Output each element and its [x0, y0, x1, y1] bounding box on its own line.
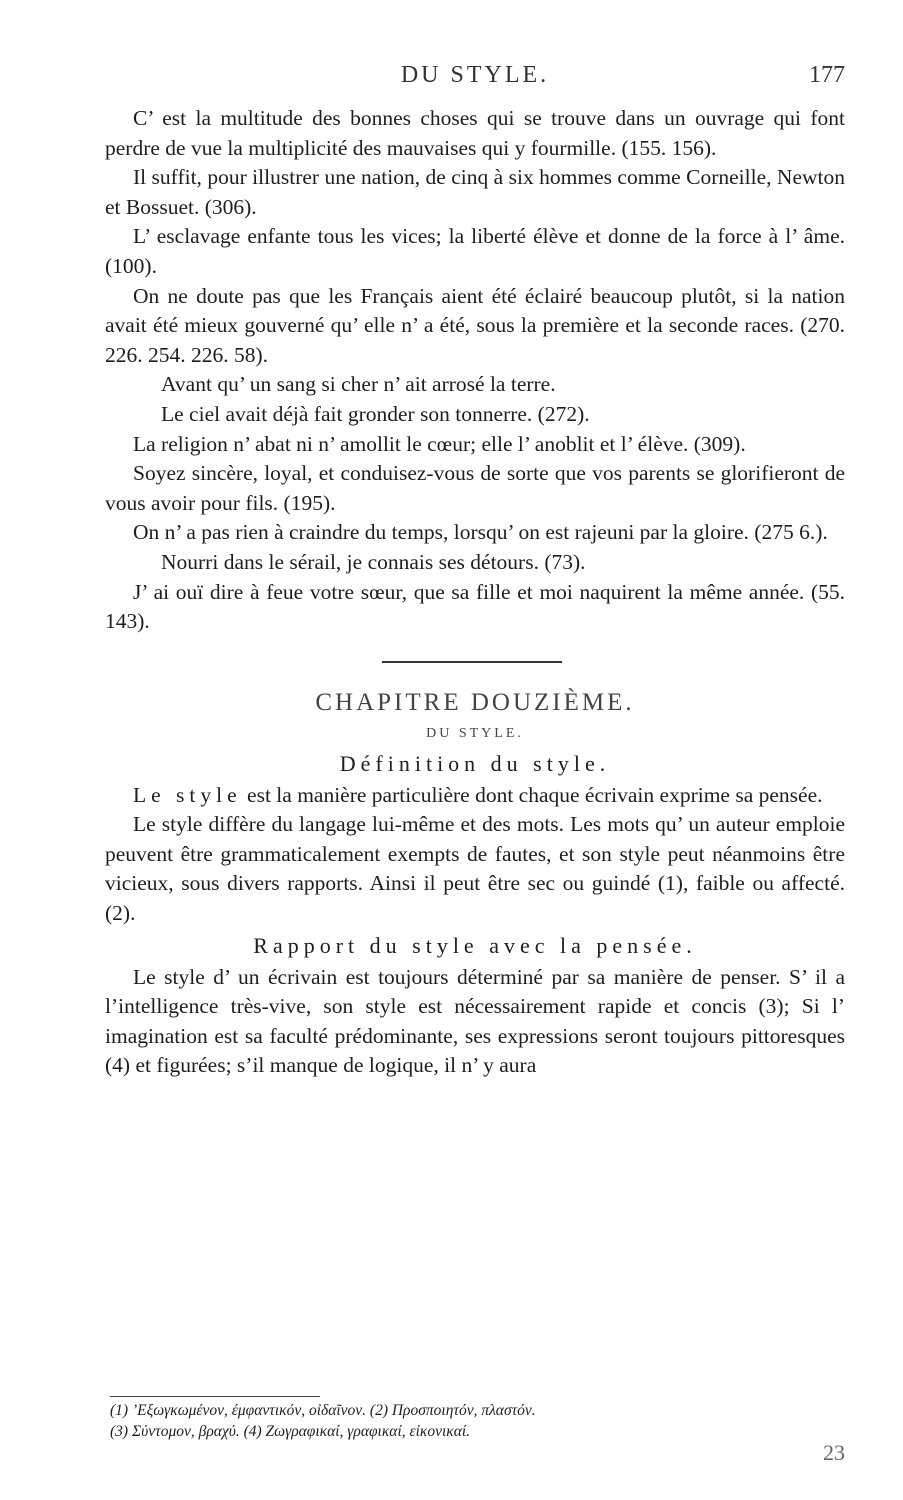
- paragraph-rest: est la manière particulière dont chaque écrivain exprime sa pensée.: [241, 782, 823, 807]
- signature-mark: 23: [823, 1440, 845, 1465]
- paragraph: On ne doute pas que les Français aient été éclairé beaucoup plutôt, si la nation avait été mieux gouverné qu’ elle n’ a été, sous la première et la seconde races. (270. 226. 254. 226. 58).: [105, 283, 845, 367]
- footnote-rule: [110, 1396, 320, 1397]
- paragraph: Soyez sincère, loyal, et conduisez-vous de sorte que vos parents se glorifieront de vous avoir pour fils. (195).: [105, 461, 845, 515]
- body-text: [105, 104, 845, 1081]
- paragraph: J’ ai ouï dire à feue votre sœur, que sa fille et moi naquirent la même année. (55. 143).: [105, 579, 845, 634]
- running-title: DU STYLE.: [400, 62, 550, 88]
- footnotes: [110, 1400, 845, 1442]
- chapter-title: CHAPITRE DOUZIÈME.: [315, 688, 635, 716]
- paragraph: [105, 781, 845, 811]
- paragraph: C’ est la multitude des bonnes choses qui se trouve dans un ouvrage qui font perdre de vue la multiplicité des mauvaises qui y fourmille. (155. 156).: [105, 106, 845, 160]
- section-heading-rapport: Rapport du style avec la pensée.: [253, 932, 697, 958]
- paragraph: Le style diffère du langage lui-même et des mots. Les mots qu’ un auteur emploie peuvent être grammaticalement exempts de fautes, et son style peut néanmoins être vicieux, sous divers rapports. Ainsi il peut être sec ou guindé (1), faible ou affecté. (2).: [105, 812, 845, 926]
- chapter-subtitle: DU STYLE.: [426, 725, 524, 741]
- footnote-line: (3) Σύντομον, βραχύ. (4) Ζωγραφικαί, γραφικαί, εἰκονικαί.: [110, 1423, 471, 1440]
- paragraph: Le style d’ un écrivain est toujours déterminé par sa manière de penser. S’ il a l’intelligence très-vive, son style est nécessairement rapide et concis (3); Si l’ imagination est sa faculté prédominante, ses expressions seront toujours pittoresques (4) et figurées; s’il manque de logique, il n’ y aura: [105, 964, 845, 1078]
- footnote-line: (1) ’Εξωγκωμένον, έμφαντικόν, οἰδαῖνον. (2) Προσποιητόν, πλαστόν.: [110, 1402, 536, 1419]
- divider-rule: [382, 661, 562, 663]
- verse-line: Avant qu’ un sang si cher n’ ait arrosé la terre.: [161, 372, 556, 397]
- paragraph: On n’ a pas rien à craindre du temps, lorsqu’ on est rajeuni par la gloire. (275 6.).: [133, 520, 828, 545]
- page-number: 177: [809, 62, 845, 88]
- paragraph: L’ esclavage enfante tous les vices; la liberté élève et donne de la force à l’ âme. (100).: [105, 224, 845, 278]
- running-head: [105, 62, 845, 96]
- section-heading-definition: Définition du style.: [339, 750, 611, 776]
- verse-line: Nourri dans le sérail, je connais ses détours. (73).: [161, 549, 586, 574]
- verse-line: Le ciel avait déjà fait gronder son tonnerre. (272).: [161, 401, 590, 426]
- paragraph: Il suffit, pour illustrer une nation, de cinq à six hommes comme Corneille, Newton et Bossuet. (306).: [105, 165, 845, 219]
- section-divider: [105, 637, 845, 685]
- lead-words: Le style: [133, 782, 242, 807]
- paragraph: La religion n’ abat ni n’ amollit le cœur; elle l’ anoblit et l’ élève. (309).: [133, 431, 746, 456]
